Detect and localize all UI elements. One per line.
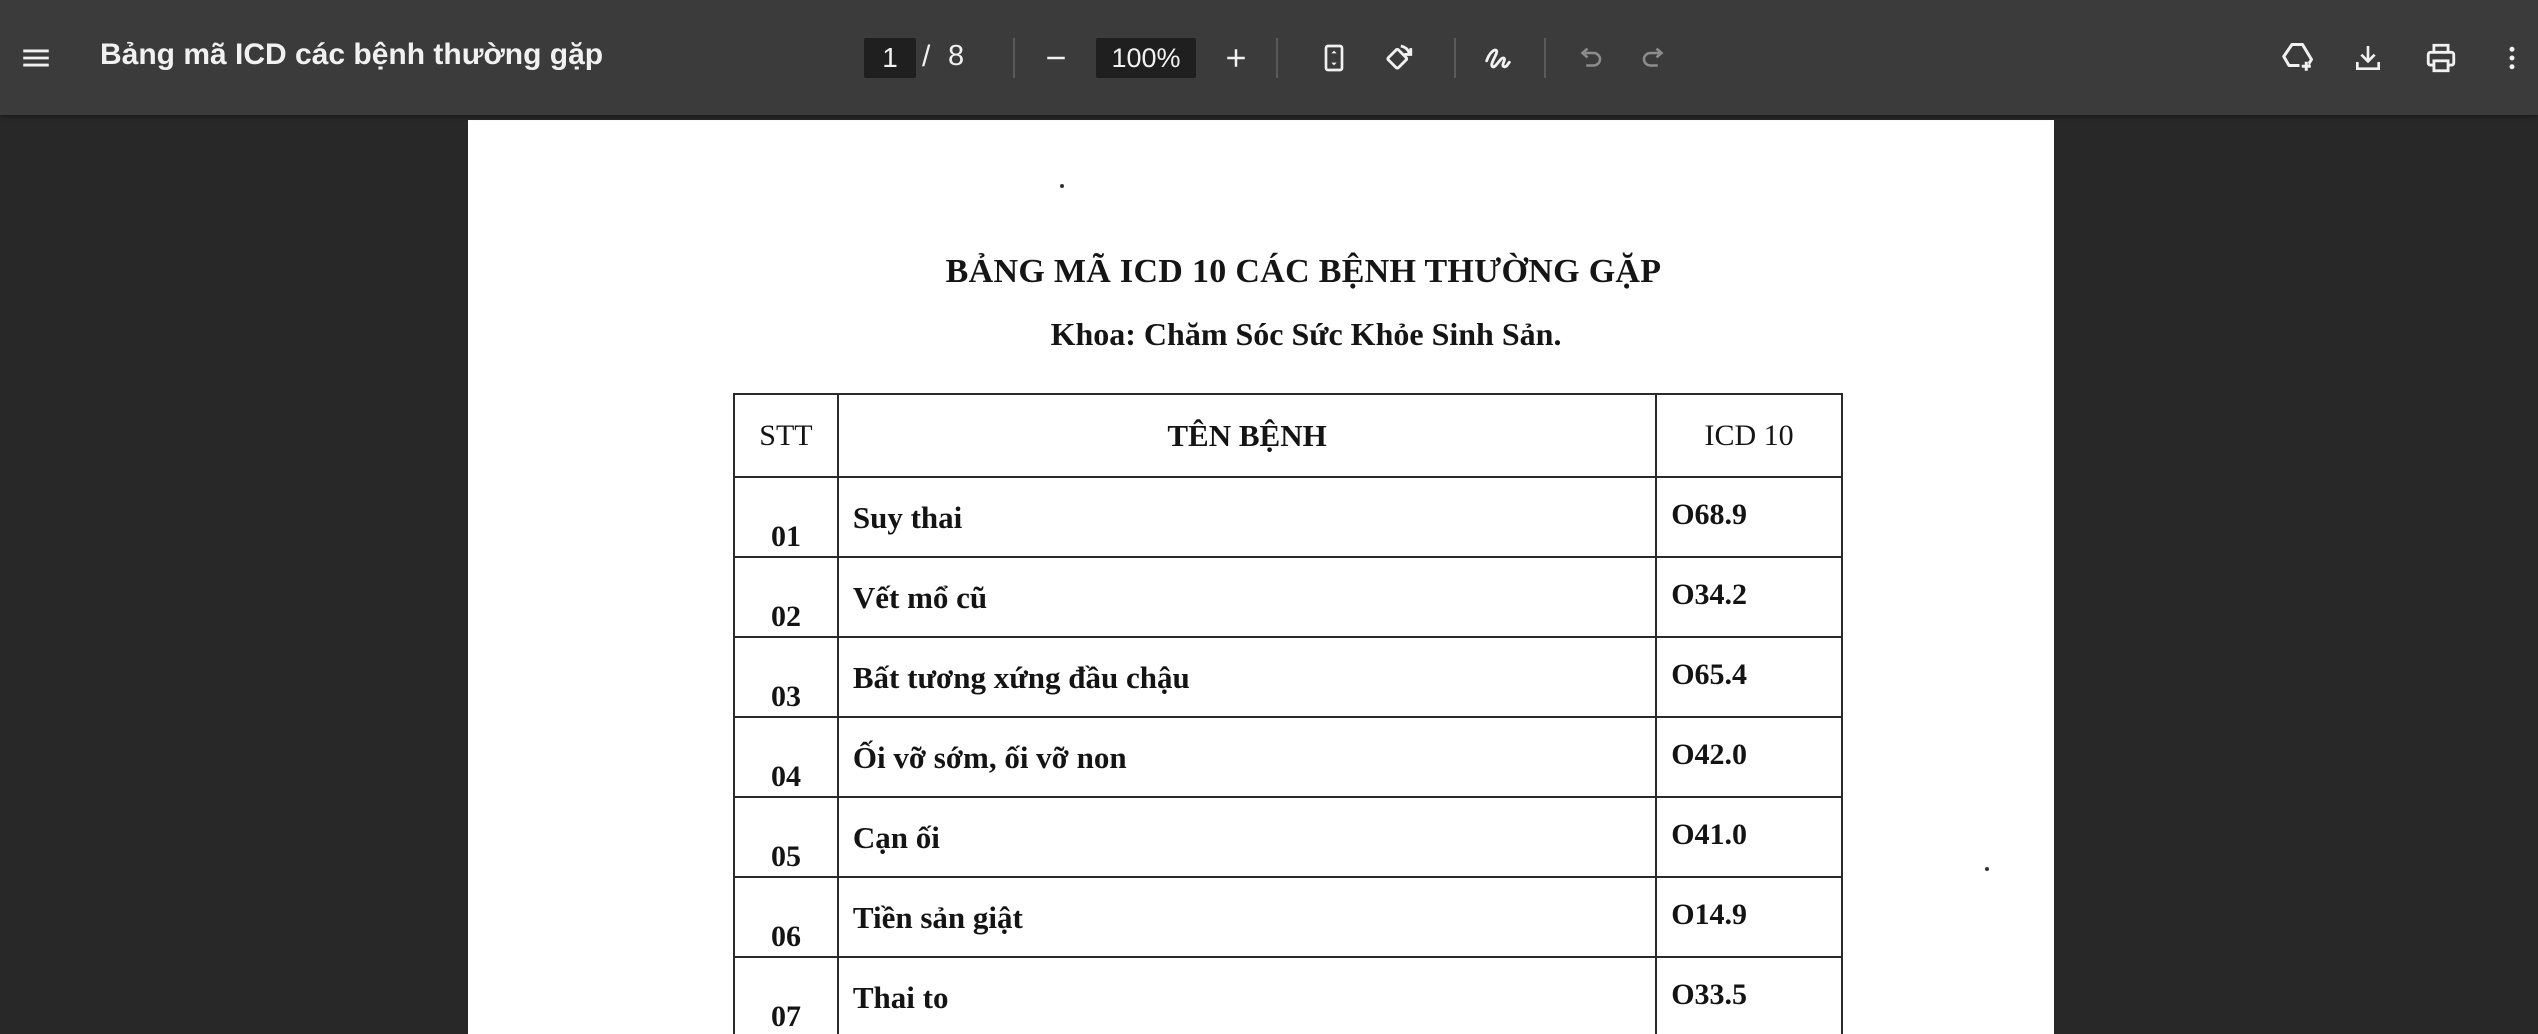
row-stt: 03 [734, 637, 838, 717]
print-button[interactable] [2413, 30, 2469, 86]
toolbar-divider [1544, 38, 1546, 78]
download-button[interactable] [2340, 30, 2396, 86]
table-row [734, 877, 1842, 957]
zoom-in-button[interactable] [1208, 30, 1264, 86]
total-pages: 8 [948, 40, 965, 72]
add-to-drive-icon [2280, 40, 2316, 76]
row-stt: 04 [734, 717, 838, 797]
row-name: Tiền sản giật [838, 877, 1656, 957]
page-number-input[interactable] [864, 38, 916, 78]
row-name: Suy thai [838, 477, 1656, 557]
redo-button[interactable] [1626, 30, 1682, 86]
table-row [734, 957, 1842, 1034]
row-stt: 07 [734, 957, 838, 1034]
row-stt: 05 [734, 797, 838, 877]
undo-icon [1575, 43, 1605, 73]
row-icd: O41.0 [1656, 797, 1842, 877]
table-header-row [734, 394, 1842, 477]
page-separator: / [922, 40, 931, 73]
row-name: Vết mổ cũ [838, 557, 1656, 637]
print-icon [2424, 41, 2458, 75]
undo-button[interactable] [1562, 30, 1618, 86]
row-icd: O68.9 [1656, 477, 1842, 557]
zoom-out-button[interactable] [1028, 30, 1084, 86]
row-icd: O65.4 [1656, 637, 1842, 717]
header-icd: ICD 10 [1656, 394, 1842, 477]
row-icd: O42.0 [1656, 717, 1842, 797]
rotate-icon [1381, 41, 1415, 75]
plus-icon [1221, 43, 1251, 73]
row-icd: O33.5 [1656, 957, 1842, 1034]
more-actions-button[interactable] [2484, 30, 2538, 86]
zoom-input[interactable] [1096, 38, 1196, 78]
table-row [734, 477, 1842, 557]
download-icon [2352, 42, 2384, 74]
document-subheading: Khoa: Chăm Sóc Sức Khỏe Sinh Sản. [1050, 316, 1562, 352]
draw-icon [1481, 41, 1515, 75]
redo-icon [1639, 43, 1669, 73]
pdf-toolbar [0, 0, 2538, 115]
row-name: Cạn ối [838, 797, 1656, 877]
table-row [734, 717, 1842, 797]
scan-speck [1985, 867, 1989, 871]
pdf-viewer[interactable] [0, 115, 2538, 1034]
fit-page-button[interactable] [1306, 30, 1362, 86]
pdf-page [468, 120, 2054, 1034]
icd-table [733, 393, 1843, 1034]
row-name: Thai to [838, 957, 1656, 1034]
rotate-button[interactable] [1370, 30, 1426, 86]
row-icd: O34.2 [1656, 557, 1842, 637]
annotate-button[interactable] [1470, 30, 1526, 86]
more-vert-icon [2497, 43, 2527, 73]
document-title: Bảng mã ICD các bệnh thường gặp [100, 38, 604, 71]
row-icd: O14.9 [1656, 877, 1842, 957]
fit-page-icon [1318, 42, 1350, 74]
minus-icon [1041, 43, 1071, 73]
header-name: TÊN BỆNH [838, 394, 1656, 477]
toolbar-divider [1276, 38, 1278, 78]
document-heading: BẢNG MÃ ICD 10 CÁC BỆNH THƯỜNG GẶP [945, 253, 1662, 290]
toolbar-divider [1013, 38, 1015, 78]
row-name: Bất tương xứng đầu chậu [838, 637, 1656, 717]
table-row [734, 637, 1842, 717]
add-to-drive-button[interactable] [2270, 30, 2326, 86]
menu-icon [19, 41, 53, 75]
row-stt: 02 [734, 557, 838, 637]
row-stt: 06 [734, 877, 838, 957]
row-name: Ối vỡ sớm, ối vỡ non [838, 717, 1656, 797]
header-stt: STT [734, 394, 838, 477]
row-stt: 01 [734, 477, 838, 557]
table-row [734, 557, 1842, 637]
menu-button[interactable] [8, 30, 64, 86]
scan-speck [1060, 184, 1064, 188]
table-row [734, 797, 1842, 877]
toolbar-divider [1454, 38, 1456, 78]
